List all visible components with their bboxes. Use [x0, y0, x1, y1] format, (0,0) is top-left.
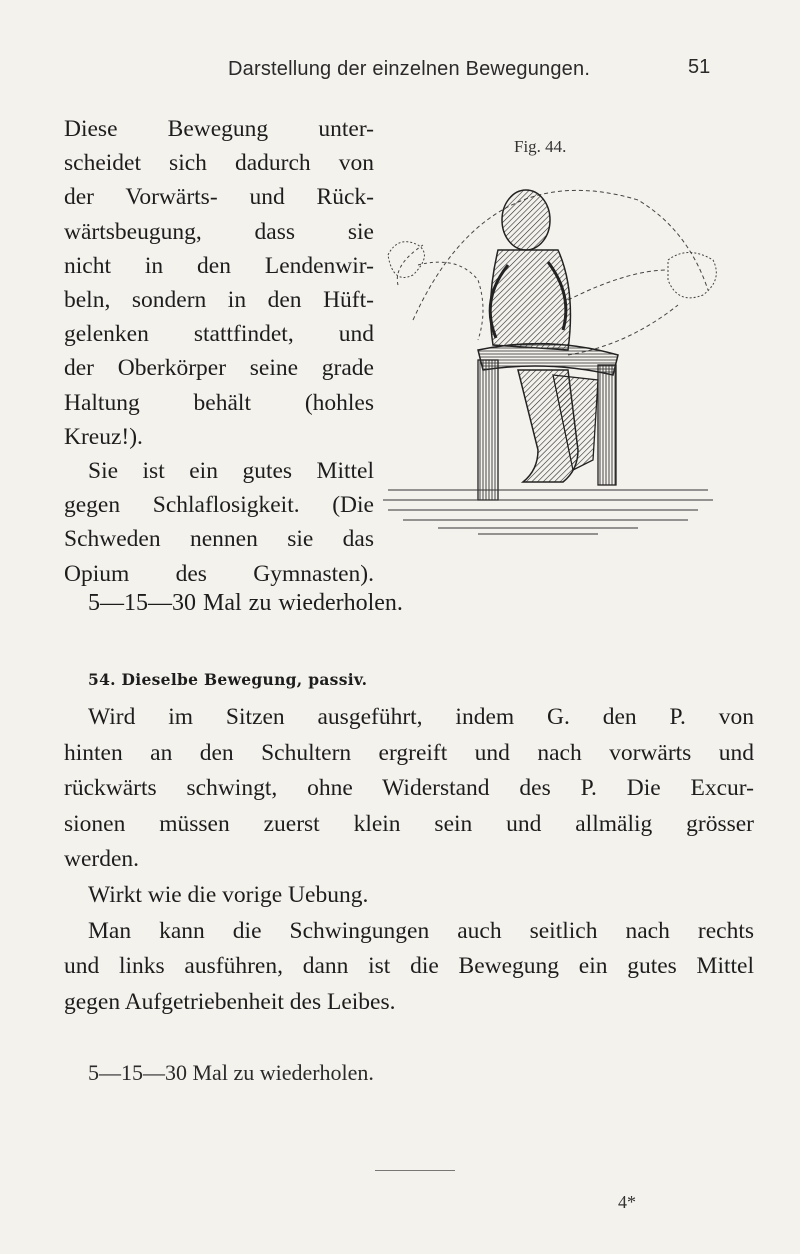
paragraph-2-line: und links ausführen, dann ist die Bewegung ein gutes Mittel	[64, 953, 754, 980]
paragraph-2-line: werden.	[64, 846, 140, 873]
paragraph-1-line: der Vorwärts- und Rück-	[64, 184, 374, 211]
signature-mark: 4*	[618, 1192, 636, 1212]
repeat-instruction-2: 5—15—30 Mal zu wiederholen.	[88, 1060, 374, 1085]
section-heading: 54. Dieselbe Bewegung, passiv.	[88, 670, 368, 689]
page-number: 51	[688, 56, 711, 78]
paragraph-2-line: gegen Aufgetriebenheit des Leibes.	[64, 988, 396, 1015]
paragraph-1-line: Kreuz!).	[64, 423, 143, 450]
running-title: Darstellung der einzelnen Bewegungen.	[228, 58, 591, 80]
paragraph-1-line: nicht in den Lendenwir-	[64, 252, 374, 279]
paragraph-1	[64, 112, 374, 591]
paragraph-2-line: Man kann die Schwingungen auch seitlich nach rechts	[88, 917, 754, 944]
paragraph-2-line: sionen müssen zuerst klein sein und allmälig grösser	[64, 810, 754, 837]
paragraph-1-line: Diese Bewegung unter-	[64, 116, 374, 142]
paragraph-1-line: wärtsbeugung, dass sie	[64, 218, 374, 245]
paragraph-1-line: beln, sondern in den Hüft-	[64, 287, 374, 314]
paragraph-1-line: gegen Schlaflosigkeit. (Die	[64, 492, 374, 519]
paragraph-1-line: Haltung behält (hohles	[64, 389, 374, 416]
paragraph-1-line: scheidet sich dadurch von	[64, 150, 374, 177]
divider	[375, 1170, 455, 1171]
paragraph-1-line: Opium des Gymnasten).	[64, 560, 374, 587]
paragraph-2-line: rückwärts schwingt, ohne Widerstand des P. Die Excur-	[64, 775, 754, 802]
figure-illustration	[368, 170, 728, 550]
paragraph-2	[64, 700, 754, 1020]
repeat-instruction-1: 5—15—30 Mal zu wiederholen.	[88, 590, 403, 616]
paragraph-1-line: Schweden nennen sie das	[64, 526, 374, 553]
figure-label: Fig. 44.	[514, 137, 567, 156]
paragraph-2-line: Wirkt wie die vorige Uebung.	[88, 881, 369, 908]
paragraph-2-line: Wird im Sitzen ausgeführt, indem G. den P. von	[88, 704, 754, 730]
paragraph-1-line: Sie ist ein gutes Mittel	[88, 458, 374, 485]
paragraph-1-line: gelenken stattfindet, und	[64, 321, 374, 348]
paragraph-2-line: hinten an den Schultern ergreift und nach vorwärts und	[64, 739, 754, 766]
paragraph-1-line: der Oberkörper seine grade	[64, 355, 374, 382]
